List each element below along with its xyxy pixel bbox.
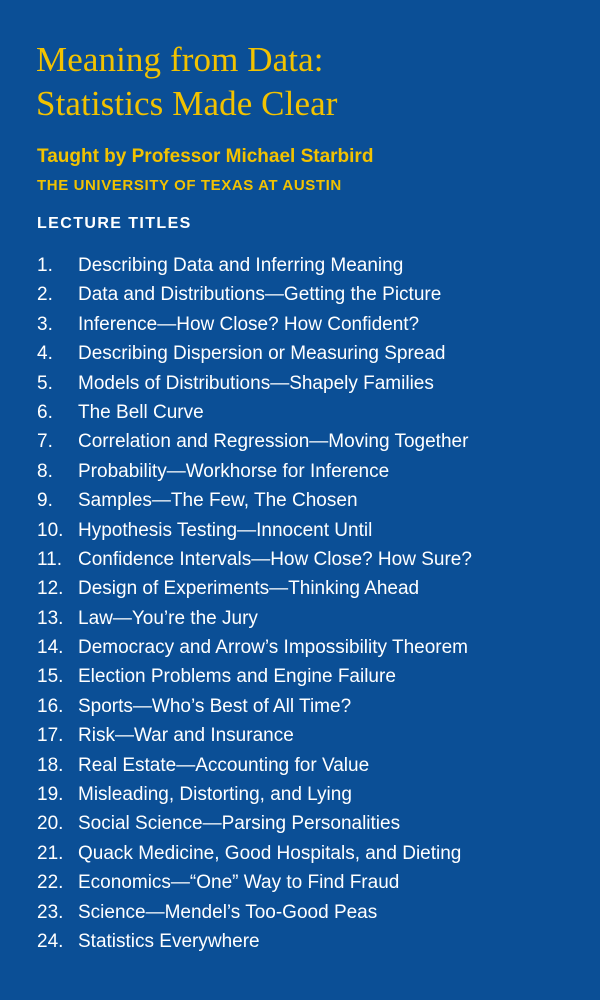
professor-credit: Taught by Professor Michael Starbird bbox=[37, 146, 374, 167]
lecture-title: Describing Data and Inferring Meaning bbox=[78, 255, 404, 276]
lecture-item bbox=[37, 516, 597, 545]
lecture-item bbox=[37, 780, 597, 809]
lecture-number: 20. bbox=[37, 813, 64, 835]
lecture-item bbox=[37, 662, 597, 691]
lecture-title: Statistics Everywhere bbox=[78, 930, 260, 952]
lecture-title: Democracy and Arrow’s Impossibility Theorem bbox=[78, 637, 468, 659]
lecture-title: Samples—The Few, The Chosen bbox=[78, 490, 358, 512]
lecture-title: Quack Medicine, Good Hospitals, and Dieting bbox=[78, 842, 462, 864]
lecture-item bbox=[37, 369, 597, 398]
lecture-item bbox=[37, 280, 597, 309]
lecture-item bbox=[37, 545, 597, 574]
lecture-title: Inference—How Close? How Confident? bbox=[78, 313, 420, 335]
lecture-list bbox=[37, 251, 597, 956]
lecture-title: Misleading, Distorting, and Lying bbox=[78, 784, 352, 806]
lecture-title: Science—Mendel’s Too-Good Peas bbox=[78, 901, 378, 923]
lecture-title: Correlation and Regression—Moving Together bbox=[78, 431, 469, 453]
lecture-titles-heading: LECTURE TITLES bbox=[37, 215, 192, 232]
lecture-number: 5. bbox=[37, 372, 53, 394]
lecture-number: 13. bbox=[37, 607, 64, 629]
course-title bbox=[36, 38, 337, 126]
lecture-number: 6. bbox=[37, 401, 53, 423]
lecture-number: 16. bbox=[37, 695, 64, 717]
lecture-number: 12. bbox=[37, 578, 64, 600]
lecture-number: 15. bbox=[37, 666, 64, 688]
lecture-item bbox=[37, 339, 597, 368]
lecture-title: Economics—“One” Way to Find Fraud bbox=[78, 872, 400, 894]
lecture-item bbox=[37, 751, 597, 780]
lecture-number: 23. bbox=[37, 901, 64, 923]
lecture-title: The Bell Curve bbox=[78, 401, 204, 423]
lecture-title: Confidence Intervals—How Close? How Sure? bbox=[78, 548, 472, 570]
lecture-item bbox=[37, 427, 597, 456]
lecture-number: 10. bbox=[37, 519, 64, 541]
lecture-number: 8. bbox=[37, 460, 53, 482]
lecture-item bbox=[37, 898, 597, 927]
lecture-number: 7. bbox=[37, 431, 53, 453]
lecture-number: 17. bbox=[37, 725, 64, 747]
course-title-line-1: Meaning from Data: bbox=[36, 40, 324, 79]
lecture-title: Election Problems and Engine Failure bbox=[78, 666, 396, 688]
lecture-title: Real Estate—Accounting for Value bbox=[78, 754, 370, 776]
lecture-title: Social Science—Parsing Personalities bbox=[78, 813, 401, 835]
lecture-item bbox=[37, 486, 597, 515]
lecture-number: 4. bbox=[37, 343, 53, 365]
lecture-item bbox=[37, 809, 597, 838]
lecture-title: Law—You’re the Jury bbox=[78, 607, 258, 629]
lecture-item bbox=[37, 457, 597, 486]
lecture-item bbox=[37, 721, 597, 750]
lecture-title: Hypothesis Testing—Innocent Until bbox=[78, 519, 373, 541]
lecture-number: 14. bbox=[37, 637, 64, 659]
lecture-item bbox=[37, 398, 597, 427]
lecture-item bbox=[37, 692, 597, 721]
university-name: THE UNIVERSITY OF TEXAS AT AUSTIN bbox=[37, 177, 342, 194]
lecture-item bbox=[37, 604, 597, 633]
lecture-title: Sports—Who’s Best of All Time? bbox=[78, 695, 352, 717]
lecture-item bbox=[37, 633, 597, 662]
lecture-item bbox=[37, 868, 597, 897]
lecture-item bbox=[37, 927, 597, 956]
lecture-title: Design of Experiments—Thinking Ahead bbox=[78, 578, 420, 600]
lecture-number: 21. bbox=[37, 842, 64, 864]
lecture-item bbox=[37, 251, 597, 280]
lecture-number: 11. bbox=[37, 548, 63, 570]
lecture-number: 19. bbox=[37, 784, 64, 806]
lecture-item bbox=[37, 574, 597, 603]
lecture-number: 18. bbox=[37, 754, 64, 776]
lecture-title: Risk—War and Insurance bbox=[78, 725, 294, 747]
lecture-item bbox=[37, 839, 597, 868]
lecture-number: 24. bbox=[37, 930, 64, 952]
course-title-line-2: Statistics Made Clear bbox=[36, 84, 338, 123]
lecture-item bbox=[37, 310, 597, 339]
lecture-title: Describing Dispersion or Measuring Spread bbox=[78, 343, 446, 365]
lecture-title: Data and Distributions—Getting the Picture bbox=[78, 284, 442, 306]
lecture-number: 1. bbox=[37, 255, 53, 276]
lecture-number: 22. bbox=[37, 872, 64, 894]
lecture-number: 2. bbox=[37, 284, 53, 306]
lecture-title: Models of Distributions—Shapely Families bbox=[78, 372, 434, 394]
lecture-number: 3. bbox=[37, 313, 53, 335]
lecture-title: Probability—Workhorse for Inference bbox=[78, 460, 390, 482]
lecture-number: 9. bbox=[37, 490, 53, 512]
